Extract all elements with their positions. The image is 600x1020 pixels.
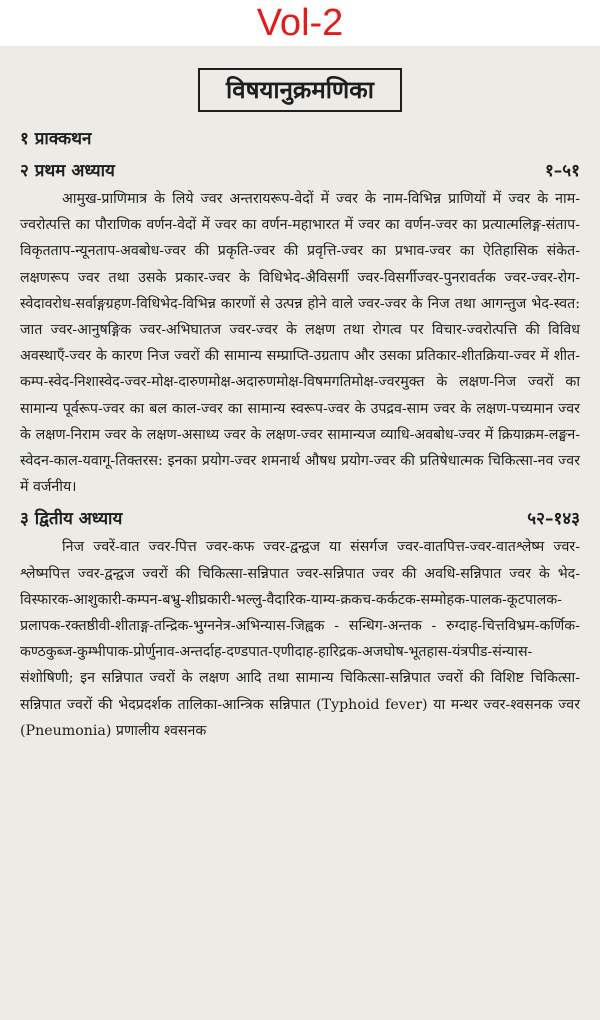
heading-wrapper	[0, 68, 600, 112]
section-contents: आमुख-प्राणिमात्र के लिये ज्वर अन्तरायरूप-वेदों में ज्वर के नाम-विभिन्न प्राणियों में ज्वर के नाम-ज्वरोत्पत्ति का पौराणिक वर्णन-वेदों में ज्वर का वर्णन-महाभारत में ज्वर का वर्णन-ज्वर का प्रत्यात्मलिङ्ग-संताप-विकृतताप-न्यूनताप-अवबोध-ज्वर की प्रकृति-ज्वर की प्रवृत्ति-ज्वर का प्रभाव-ज्वर का ऐतिहासिक संकेत-लक्षणरूप ज्वर तथा उसके प्रकार-ज्वर के विधिभेद-अैविसर्गी ज्वर-विसर्गीज्वर-पुनरावर्तक ज्वर-ज्वर-रोग-स्वेदावरोध-सर्वाङ्गग्रहण-विधिभेद-विभिन्न कारणों से उत्पन्न होने वाले ज्वर-ज्वर के निज तथा आगन्तुज भेद-स्वत: जात ज्वर-आनुषङ्गिक ज्वर-अभिघातज ज्वर-ज्वर के लक्षण तथा रोगत्व पर विचार-ज्वरोत्पत्ति की विविध अवस्थाएँ-ज्वर के कारण निज ज्वरों की सामान्य सम्प्राप्ति-उग्रताप और उसका प्रतिकार-शीतक्रिया-ज्वर में शीत-कम्प-स्वेद-निशास्वेद-ज्वर-मोक्ष-दारुणमोक्ष-अदारुणमोक्ष-विषमगतिमोक्ष-ज्वरमुक्त के लक्षण-निज ज्वरों का सामान्य पूर्वरूप-ज्वर का बल काल-ज्वर का सामान्य स्वरूप-ज्वर के उपद्रव-साम ज्वर के लक्षण-पच्यमान ज्वर के लक्षण-निराम ज्वर के लक्षण-असाध्य ज्वर के लक्षण-ज्वर सामान्यज व्याधि-अवबोध-ज्वर में क्रियाक्रम-लङ्घन-स्वेदन-काल-यवागू-तिक्तरस: इनका प्रयोग-ज्वर शमनार्थ औषध प्रयोग-ज्वर की प्रतिषेधात्मक चिकित्सा-नव ज्वर में वर्जनीय।	[20, 191, 580, 496]
section-preface	[0, 126, 600, 152]
section-heading	[20, 126, 580, 152]
section-heading	[20, 506, 580, 532]
section-chapter-2	[0, 506, 600, 744]
section-chapter-1	[0, 158, 600, 500]
section-title: १ प्राक्कथन	[20, 129, 92, 149]
volume-banner	[0, 0, 600, 46]
volume-label: Vol-2	[256, 2, 344, 44]
page-range: ५२–१४३	[527, 509, 580, 530]
document-page	[0, 46, 600, 1020]
section-contents: निज ज्वरें-वात ज्वर-पित्त ज्वर-कफ ज्वर-द्वन्द्वज या संसर्गज ज्वर-वातपित्त-ज्वर-वातश्लेष्म ज्वर-श्लेष्मपित्त ज्वर-द्वन्द्वज ज्वरों की चिकित्सा-सन्निपात ज्वर-सन्निपात ज्वर की अवधि-सन्निपात ज्वर के भेद-विस्फारक-आशुकारी-कम्पन-बभ्रु-शीघ्रकारी-भल्लु-वैदारिक-याम्य-क्रकच-कर्कटक-सम्मोहक-पालक-कूटपालक-प्रलापक-रक्तष्ठीवी-शीताङ्ग-तन्द्रिक-भुग्ननेत्र-अभिन्यास-जिह्वक - सन्धिग-अन्तक - रुग्दाह-चित्तविभ्रम-कर्णिक-कण्ठकुब्ज-कुम्भीपाक-प्रोर्णुनाव-अन्तर्दाह-दण्डपात-एणीदाह-हारिद्रक-अजघोष-भूतहास-यंत्रपीड-संन्यास-संशोषिणी; इन सन्निपात ज्वरों के लक्षण आदि तथा सामान्य चिकित्सा-सन्निपात ज्वरों की विशिष्ट चिकित्सा-सन्निपात ज्वरों की भेदप्रदर्शक तालिका-आन्त्रिक सन्निपात (Typhoid fever) या मन्थर ज्वर-श्वसनक ज्वर (Pneumonia) प्रणालीय श्वसनक	[20, 539, 580, 739]
section-heading	[20, 158, 580, 184]
page-title: विषयानुक्रमणिका	[198, 68, 402, 112]
section-title: २ प्रथम अध्याय	[20, 161, 115, 181]
page-range: १–५१	[544, 161, 580, 181]
section-title: ३ द्वितीय अध्याय	[20, 509, 123, 530]
